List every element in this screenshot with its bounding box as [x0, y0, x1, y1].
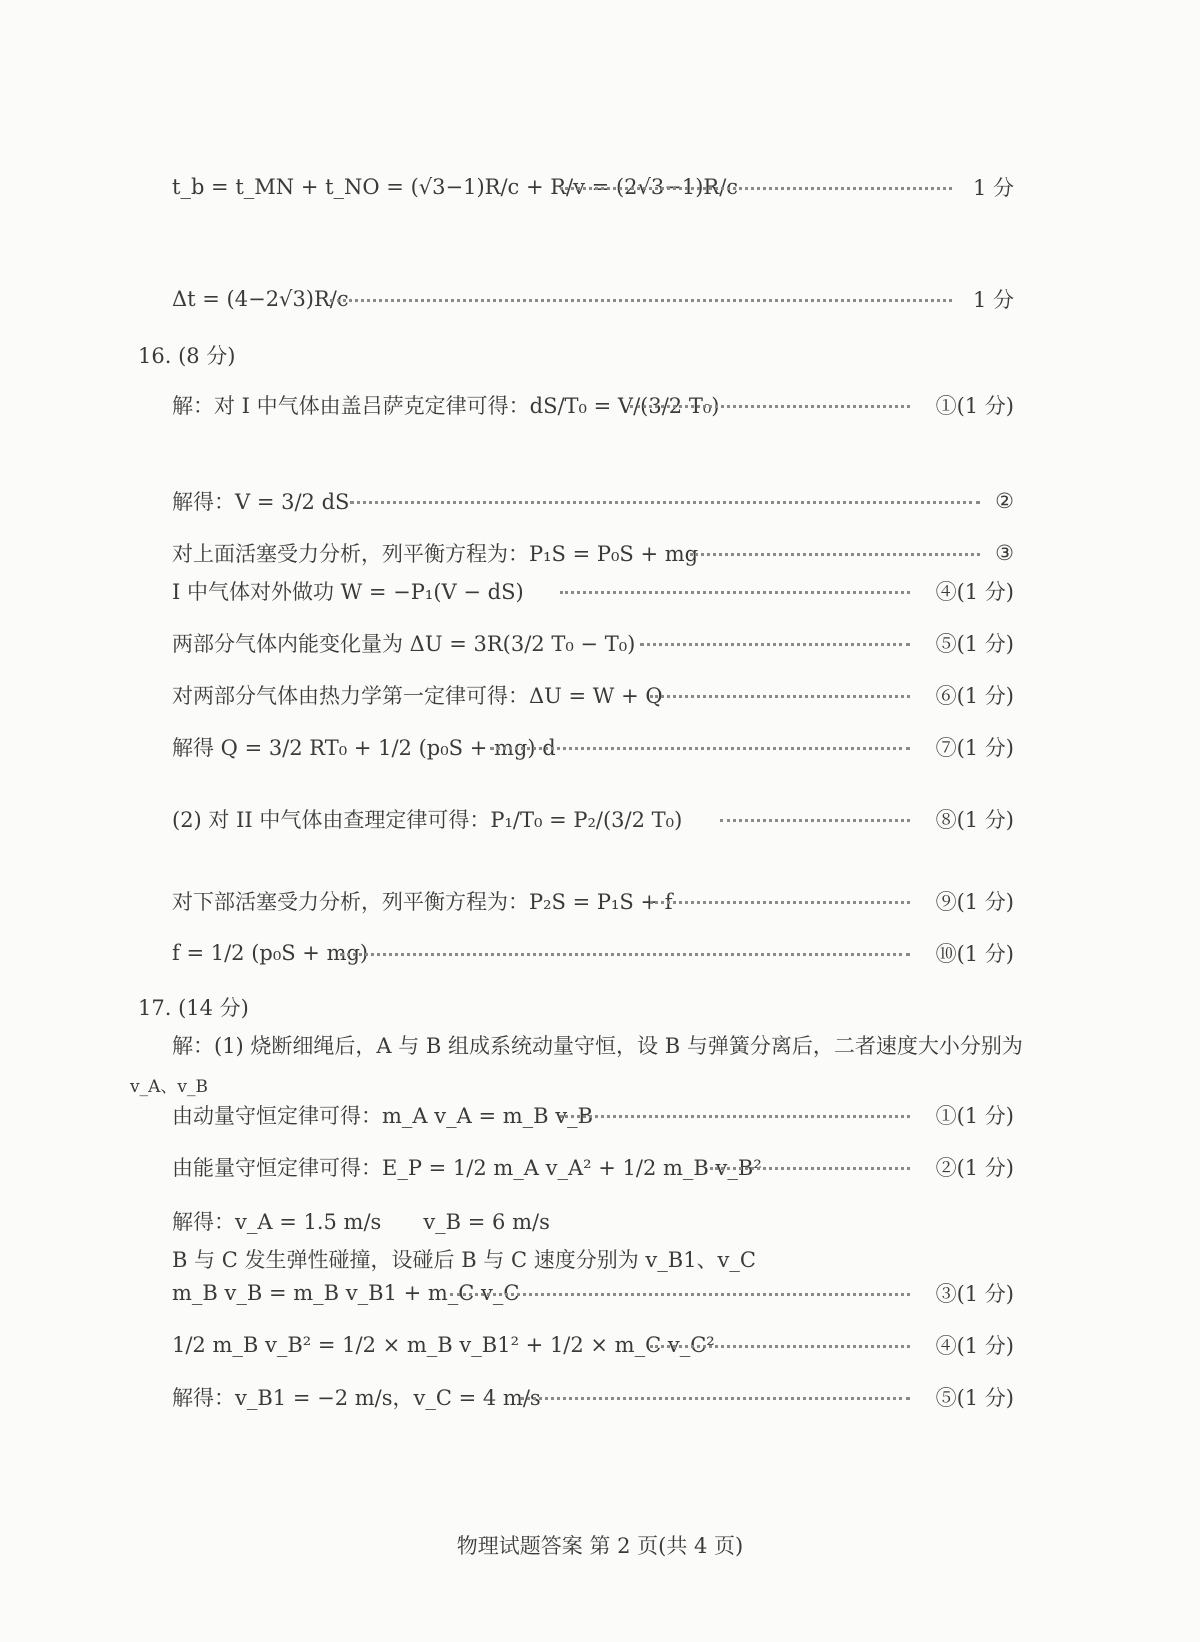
dot-leader	[650, 901, 910, 904]
dot-leader	[490, 747, 910, 750]
line-t5	[0, 1372, 1200, 1422]
s10-text: f = 1/2 (p₀S + mg)	[172, 941, 369, 965]
score: ⑩(1 分)	[935, 942, 1014, 966]
dot-leader	[350, 501, 980, 504]
dot-leader	[340, 953, 910, 956]
line-t2	[0, 1142, 1200, 1192]
score: ③	[995, 541, 1014, 565]
dot-leader	[560, 591, 910, 594]
q17-intro-cont: v_A、v_B	[130, 1077, 208, 1097]
score: ⑤(1 分)	[935, 1386, 1014, 1410]
t5-text: 解得：v_B1 = −2 m/s，v_C = 4 m/s	[172, 1386, 541, 1410]
score: ⑨(1 分)	[935, 890, 1014, 914]
score: ⑤(1 分)	[935, 632, 1014, 656]
s5-text: 两部分气体内能变化量为 ΔU = 3R(3/2 T₀ − T₀)	[172, 632, 636, 656]
s3-text: 对上面活塞受力分析，列平衡方程为：P₁S = P₀S + mg	[172, 542, 699, 566]
s6-text: 对两部分气体由热力学第一定律可得：ΔU = W + Q	[172, 684, 663, 708]
dot-leader	[630, 405, 910, 408]
score: ⑧(1 分)	[935, 808, 1014, 832]
t1-text: 由动量守恒定律可得：m_A v_A = m_B v_B	[172, 1104, 594, 1128]
s9-text: 对下部活塞受力分析，列平衡方程为：P₂S = P₁S + f	[172, 890, 673, 914]
line-t4	[0, 1320, 1200, 1370]
line-s6	[0, 670, 1200, 720]
score: ③(1 分)	[935, 1282, 1014, 1306]
t3-text: m_B v_B = m_B v_B1 + m_C v_C	[172, 1281, 520, 1305]
score: ①(1 分)	[935, 394, 1014, 418]
line-s4	[0, 566, 1200, 616]
line-t1	[0, 1090, 1200, 1140]
line-s1	[0, 380, 1200, 430]
line-s10	[0, 928, 1200, 978]
s4-text: I 中气体对外做功 W = −P₁(V − dS)	[172, 580, 524, 604]
line-tb	[0, 162, 1200, 212]
dot-leader	[690, 553, 980, 556]
line-s7	[0, 722, 1200, 772]
line-dt	[0, 274, 1200, 324]
t2-text: 由能量守恒定律可得：E_P = 1/2 m_A v_A² + 1/2 m_B v_B²	[172, 1156, 762, 1180]
dot-leader	[710, 1167, 910, 1170]
line-s9	[0, 876, 1200, 926]
dot-leader	[450, 1293, 910, 1296]
q17-intro: 解：(1) 烧断细绳后，A 与 B 组成系统动量守恒，设 B 与弹簧分离后，二者速度大小分别为	[172, 1034, 1023, 1058]
score: ④(1 分)	[935, 580, 1014, 604]
tb-formula: t_b = t_MN + t_NO = (√3−1)R/c + R/v = (2√3−1)R/c	[172, 175, 739, 199]
t4-text: 1/2 m_B v_B² = 1/2 × m_B v_B1² + 1/2 × m_C v_C²	[172, 1333, 715, 1357]
page-footer: 物理试题答案 第 2 页(共 4 页)	[456, 1534, 744, 1558]
s8-text: (2) 对 II 中气体由查理定律可得：P₁/T₀ = P₂/(3/2 T₀)	[172, 808, 683, 832]
s7-text: 解得 Q = 3/2 RT₀ + 1/2 (p₀S + mg) d	[172, 736, 556, 760]
dot-leader	[520, 1397, 910, 1400]
q17-header: 17. (14 分)	[138, 996, 249, 1020]
score: 1 分	[972, 176, 1014, 200]
s2-text: 解得：V = 3/2 dS	[172, 490, 350, 514]
line-s5	[0, 618, 1200, 668]
line-t3	[0, 1268, 1200, 1318]
score: ⑥(1 分)	[935, 684, 1014, 708]
q16-header: 16. (8 分)	[138, 344, 236, 368]
score: ④(1 分)	[935, 1334, 1014, 1358]
dot-leader	[650, 1345, 910, 1348]
dot-leader	[650, 695, 910, 698]
t-text: B 与 C 发生弹性碰撞，设碰后 B 与 C 速度分别为 v_B1、v_C	[172, 1248, 756, 1272]
s1-text: 解：对 I 中气体由盖吕萨克定律可得：dS/T₀ = V/(3/2 T₀)	[172, 394, 720, 418]
t-result1: 解得：v_A = 1.5 m/s v_B = 6 m/s	[172, 1210, 550, 1234]
score: ②	[995, 489, 1014, 513]
dot-leader	[560, 1115, 910, 1118]
dot-leader	[330, 299, 952, 302]
dot-leader	[640, 643, 910, 646]
score: ①(1 分)	[935, 1104, 1014, 1128]
line-s8	[0, 794, 1200, 844]
dot-leader	[560, 187, 952, 190]
score: ②(1 分)	[935, 1156, 1014, 1180]
dt-formula: Δt = (4−2√3)R/c	[172, 287, 349, 311]
dot-leader	[720, 819, 910, 822]
score: ⑦(1 分)	[935, 736, 1014, 760]
line-s2	[0, 476, 1200, 526]
score: 1 分	[972, 288, 1014, 312]
